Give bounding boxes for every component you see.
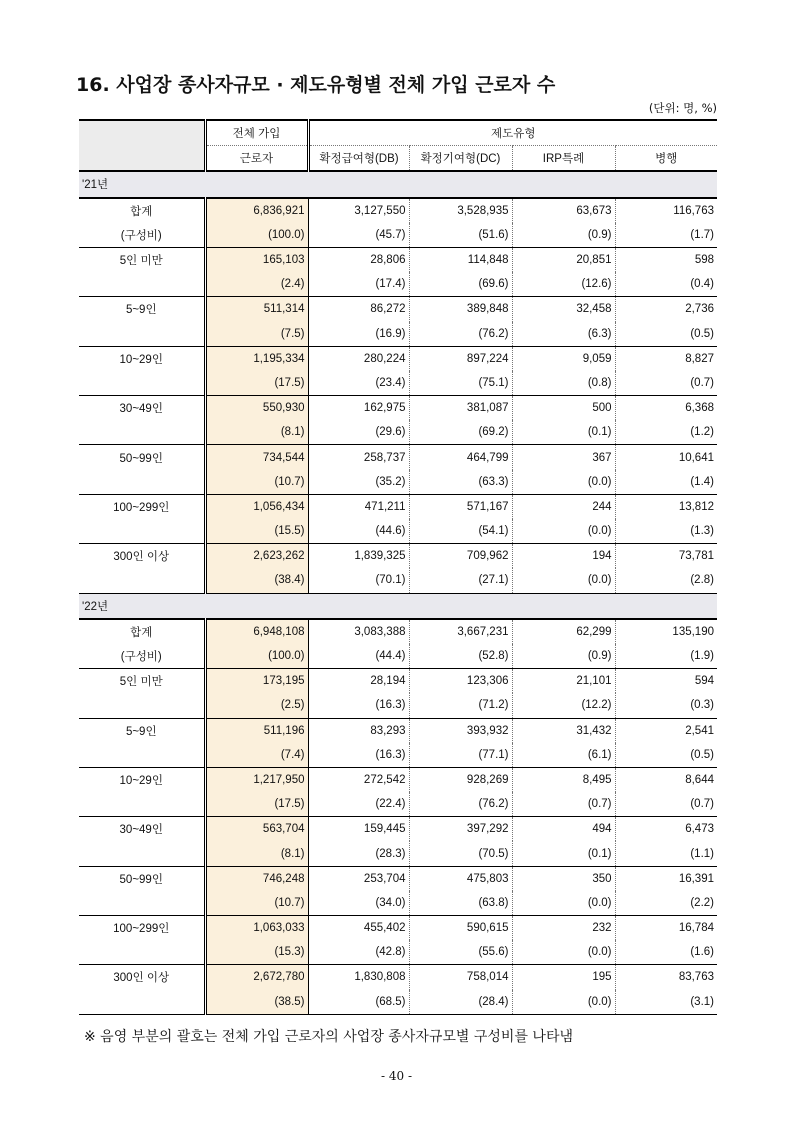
share-cell: (45.7) (308, 223, 409, 248)
header-system-type: 제도유형 (308, 120, 717, 146)
row-label: 5~9인 (79, 718, 205, 743)
value-cell: 8,827 (685, 352, 714, 365)
value-cell: 173,195 (205, 669, 308, 694)
row-sublabel (79, 693, 205, 718)
value-cell: 86,272 (308, 297, 409, 322)
table-row-share (79, 568, 717, 593)
value-cell: 195 (512, 965, 615, 990)
value-cell: 114,848 (409, 247, 512, 272)
row-sublabel (79, 743, 205, 768)
row-label: 10~29인 (79, 767, 205, 792)
value-cell: 20,851 (512, 247, 615, 272)
value-cell: 2,623,262 (205, 544, 308, 569)
value-cell: 746,248 (205, 866, 308, 891)
share-cell: (15.3) (205, 940, 308, 965)
value-cell: 1,839,325 (308, 544, 409, 569)
value-cell: 83,763 (678, 971, 714, 984)
value-cell: 2,672,780 (205, 965, 308, 990)
table-row (79, 544, 717, 569)
share-cell: (38.4) (205, 568, 308, 593)
row-label: 50~99인 (79, 445, 205, 470)
section-label: '21년 (79, 171, 717, 197)
share-cell: (69.2) (409, 420, 512, 445)
share-cell: (1.1) (615, 841, 717, 866)
share-cell: (71.2) (409, 693, 512, 718)
table-row-share (79, 940, 717, 965)
share-cell: (55.6) (409, 940, 512, 965)
value-cell: 1,830,808 (308, 965, 409, 990)
table-row (79, 669, 717, 694)
share-cell: (44.4) (308, 644, 409, 669)
value-cell: 272,542 (308, 767, 409, 792)
share-cell: (16.9) (308, 322, 409, 347)
row-sublabel: (구성비) (79, 223, 205, 248)
share-cell: (1.6) (615, 940, 717, 965)
value-cell: 3,083,388 (308, 619, 409, 644)
value-cell: 8,644 (685, 773, 714, 786)
value-cell: 6,473 (685, 823, 714, 836)
header-row-top (79, 120, 717, 146)
section-row (79, 593, 717, 619)
header-irp: IRP특례 (512, 146, 615, 172)
section-row (79, 171, 717, 197)
share-cell: (6.3) (512, 322, 615, 347)
value-cell: 73,781 (678, 550, 714, 563)
header-dc: 확정기여형(DC) (409, 146, 512, 172)
value-cell: 162,975 (308, 396, 409, 421)
share-cell: (10.7) (205, 891, 308, 916)
share-cell: (44.6) (308, 519, 409, 544)
table-row (79, 198, 717, 223)
value-cell: 3,667,231 (409, 619, 512, 644)
table-row-share (79, 990, 717, 1015)
value-cell: 244 (512, 494, 615, 519)
share-cell: (2.5) (205, 693, 308, 718)
value-cell: 571,167 (409, 494, 512, 519)
value-cell: 2,736 (685, 303, 714, 316)
row-sublabel (79, 841, 205, 866)
share-cell: (76.2) (409, 322, 512, 347)
share-cell: (0.7) (615, 792, 717, 817)
table-row (79, 916, 717, 941)
value-cell: 3,528,935 (409, 198, 512, 223)
share-cell: (0.0) (512, 519, 615, 544)
value-cell: 511,196 (205, 718, 308, 743)
header-category-cell (79, 120, 205, 171)
value-cell: 258,737 (308, 445, 409, 470)
value-cell: 1,195,334 (205, 346, 308, 371)
table-row-share (79, 322, 717, 347)
value-cell: 135,190 (672, 625, 714, 638)
value-cell: 83,293 (308, 718, 409, 743)
table-row-share (79, 223, 717, 248)
share-cell: (17.5) (205, 371, 308, 396)
share-cell: (76.2) (409, 792, 512, 817)
value-cell: 494 (512, 817, 615, 842)
share-cell: (35.2) (308, 470, 409, 495)
value-cell: 253,704 (308, 866, 409, 891)
value-cell: 594 (694, 675, 714, 688)
value-cell: 280,224 (308, 346, 409, 371)
row-sublabel (79, 322, 205, 347)
table-row-share (79, 272, 717, 297)
table-row (79, 247, 717, 272)
row-label: 300인 이상 (79, 544, 205, 569)
table-row (79, 396, 717, 421)
share-cell: (1.4) (615, 470, 717, 495)
share-cell: (6.1) (512, 743, 615, 768)
row-sublabel (79, 568, 205, 593)
share-cell: (68.5) (308, 990, 409, 1015)
row-sublabel (79, 792, 205, 817)
share-cell: (7.4) (205, 743, 308, 768)
table-row-share (79, 743, 717, 768)
share-cell: (0.0) (512, 891, 615, 916)
row-sublabel (79, 519, 205, 544)
share-cell: (8.1) (205, 420, 308, 445)
value-cell: 6,836,921 (205, 198, 308, 223)
value-cell: 13,812 (678, 500, 714, 513)
share-cell: (0.7) (615, 371, 717, 396)
table-row-share (79, 792, 717, 817)
share-cell: (10.7) (205, 470, 308, 495)
value-cell: 116,763 (673, 204, 714, 217)
value-cell: 6,368 (685, 402, 714, 415)
row-label: 100~299인 (79, 494, 205, 519)
value-cell: 21,101 (512, 669, 615, 694)
table-row-share (79, 420, 717, 445)
row-sublabel (79, 470, 205, 495)
table-row (79, 866, 717, 891)
table-row (79, 619, 717, 644)
share-cell: (8.1) (205, 841, 308, 866)
value-cell: 734,544 (205, 445, 308, 470)
table-row (79, 346, 717, 371)
share-cell: (70.1) (308, 568, 409, 593)
share-cell: (23.4) (308, 371, 409, 396)
share-cell: (1.2) (615, 420, 717, 445)
value-cell: 897,224 (409, 346, 512, 371)
footnote: ※ 음영 부분의 괄호는 전체 가입 근로자의 사업장 종사자규모별 구성비를 나타냄 (84, 1029, 573, 1045)
row-label: 5인 미만 (79, 247, 205, 272)
share-cell: (0.8) (512, 371, 615, 396)
page-title: 16. 사업장 종사자규모 · 제도유형별 전체 가입 근로자 수 (76, 74, 556, 96)
value-cell: 16,784 (678, 922, 714, 935)
share-cell: (51.6) (409, 223, 512, 248)
value-cell: 590,615 (409, 916, 512, 941)
share-cell: (0.9) (512, 223, 615, 248)
header-total-bottom: 근로자 (205, 146, 308, 172)
value-cell: 2,541 (685, 724, 714, 737)
table-row (79, 718, 717, 743)
value-cell: 62,299 (512, 619, 615, 644)
share-cell: (16.3) (308, 693, 409, 718)
value-cell: 9,059 (512, 346, 615, 371)
value-cell: 6,948,108 (205, 619, 308, 644)
share-cell: (0.1) (512, 420, 615, 445)
value-cell: 393,932 (409, 718, 512, 743)
share-cell: (34.0) (308, 891, 409, 916)
value-cell: 367 (512, 445, 615, 470)
value-cell: 350 (512, 866, 615, 891)
value-cell: 63,673 (512, 198, 615, 223)
value-cell: 28,806 (308, 247, 409, 272)
value-cell: 1,056,434 (205, 494, 308, 519)
value-cell: 758,014 (409, 965, 512, 990)
value-cell: 455,402 (308, 916, 409, 941)
share-cell: (17.5) (205, 792, 308, 817)
value-cell: 1,063,033 (205, 916, 308, 941)
share-cell: (100.0) (205, 223, 308, 248)
page-number: - 40 - (380, 1069, 412, 1083)
value-cell: 381,087 (409, 396, 512, 421)
share-cell: (0.7) (512, 792, 615, 817)
share-cell: (7.5) (205, 322, 308, 347)
table-row (79, 494, 717, 519)
share-cell: (63.3) (409, 470, 512, 495)
row-label: 5인 미만 (79, 669, 205, 694)
value-cell: 194 (512, 544, 615, 569)
row-label: 300인 이상 (79, 965, 205, 990)
value-cell: 511,314 (205, 297, 308, 322)
row-label: 50~99인 (79, 866, 205, 891)
share-cell: (100.0) (205, 644, 308, 669)
row-sublabel (79, 272, 205, 297)
table-row-share (79, 644, 717, 669)
table-row-share (79, 470, 717, 495)
share-cell: (27.1) (409, 568, 512, 593)
row-label: 5~9인 (79, 297, 205, 322)
share-cell: (77.1) (409, 743, 512, 768)
value-cell: 475,803 (409, 866, 512, 891)
value-cell: 464,799 (409, 445, 512, 470)
share-cell: (0.0) (512, 568, 615, 593)
value-cell: 159,445 (308, 817, 409, 842)
share-cell: (0.3) (615, 693, 717, 718)
value-cell: 28,194 (308, 669, 409, 694)
table-row (79, 965, 717, 990)
table-row-share (79, 371, 717, 396)
share-cell: (2.2) (615, 891, 717, 916)
value-cell: 471,211 (308, 494, 409, 519)
value-cell: 232 (512, 916, 615, 941)
row-label: 30~49인 (79, 396, 205, 421)
value-cell: 1,217,950 (205, 767, 308, 792)
share-cell: (0.0) (512, 990, 615, 1015)
value-cell: 928,269 (409, 767, 512, 792)
share-cell: (42.8) (308, 940, 409, 965)
row-sublabel (79, 891, 205, 916)
share-cell: (3.1) (615, 990, 717, 1015)
share-cell: (0.5) (615, 743, 717, 768)
value-cell: 397,292 (409, 817, 512, 842)
share-cell: (28.3) (308, 841, 409, 866)
header-db: 확정급여형(DB) (308, 146, 409, 172)
share-cell: (1.9) (615, 644, 717, 669)
share-cell: (12.6) (512, 272, 615, 297)
table-row (79, 817, 717, 842)
value-cell: 3,127,550 (308, 198, 409, 223)
table-body (79, 171, 717, 1014)
table-row (79, 445, 717, 470)
share-cell: (70.5) (409, 841, 512, 866)
share-cell: (2.8) (615, 568, 717, 593)
share-cell: (28.4) (409, 990, 512, 1015)
table-row (79, 297, 717, 322)
share-cell: (16.3) (308, 743, 409, 768)
row-sublabel (79, 940, 205, 965)
share-cell: (38.5) (205, 990, 308, 1015)
row-label: 합계 (79, 198, 205, 223)
value-cell: 598 (694, 254, 714, 267)
table-row-share (79, 891, 717, 916)
share-cell: (0.0) (512, 940, 615, 965)
share-cell: (0.9) (512, 644, 615, 669)
share-cell: (52.8) (409, 644, 512, 669)
header-both: 병행 (615, 146, 717, 172)
row-label: 합계 (79, 619, 205, 644)
share-cell: (29.6) (308, 420, 409, 445)
value-cell: 16,391 (678, 872, 714, 885)
value-cell: 123,306 (409, 669, 512, 694)
share-cell: (69.6) (409, 272, 512, 297)
header-total-top: 전체 가입 (205, 120, 308, 146)
share-cell: (63.8) (409, 891, 512, 916)
table-row (79, 767, 717, 792)
value-cell: 709,962 (409, 544, 512, 569)
row-label: 10~29인 (79, 346, 205, 371)
value-cell: 32,458 (512, 297, 615, 322)
row-sublabel (79, 371, 205, 396)
row-sublabel (79, 990, 205, 1015)
table-row-share (79, 841, 717, 866)
share-cell: (75.1) (409, 371, 512, 396)
share-cell: (15.5) (205, 519, 308, 544)
value-cell: 10,641 (678, 451, 714, 464)
data-table (79, 119, 717, 1015)
section-label: '22년 (79, 593, 717, 619)
unit-label: (단위: 명, %) (648, 101, 717, 115)
share-cell: (2.4) (205, 272, 308, 297)
share-cell: (12.2) (512, 693, 615, 718)
share-cell: (0.4) (615, 272, 717, 297)
share-cell: (1.7) (615, 223, 717, 248)
value-cell: 8,495 (512, 767, 615, 792)
row-label: 100~299인 (79, 916, 205, 941)
share-cell: (17.4) (308, 272, 409, 297)
row-sublabel: (구성비) (79, 644, 205, 669)
value-cell: 550,930 (205, 396, 308, 421)
value-cell: 165,103 (205, 247, 308, 272)
share-cell: (54.1) (409, 519, 512, 544)
value-cell: 389,848 (409, 297, 512, 322)
share-cell: (1.3) (615, 519, 717, 544)
share-cell: (0.5) (615, 322, 717, 347)
value-cell: 31,432 (512, 718, 615, 743)
value-cell: 500 (512, 396, 615, 421)
share-cell: (22.4) (308, 792, 409, 817)
share-cell: (0.0) (512, 470, 615, 495)
row-label: 30~49인 (79, 817, 205, 842)
value-cell: 563,704 (205, 817, 308, 842)
table-row-share (79, 693, 717, 718)
table-row-share (79, 519, 717, 544)
row-sublabel (79, 420, 205, 445)
share-cell: (0.1) (512, 841, 615, 866)
